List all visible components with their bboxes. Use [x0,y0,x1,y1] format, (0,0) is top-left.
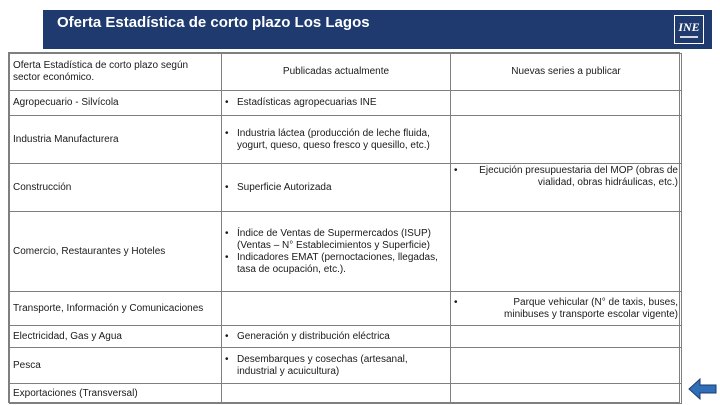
logo-text: INE [678,20,700,34]
new-series-cell [451,326,682,348]
new-series-cell [451,384,682,404]
arrow-left-icon[interactable] [688,377,718,401]
published-cell [222,292,451,326]
published-cell [222,384,451,404]
new-series-cell [451,292,682,326]
table-row [10,212,682,292]
header-sector: Oferta Estadística de corto plazo según sector económico. [10,54,222,91]
published-cell [222,326,451,348]
bullet-item: • Superficie Autorizada [225,181,332,193]
table-row [10,91,682,116]
table-row [10,326,682,348]
sector-cell: Comercio, Restaurantes y Hoteles [10,212,222,292]
table-header-row [10,54,682,91]
header-published: Publicadas actualmente [222,54,451,91]
bullet-item: • Ejecución presupuestaria del MOP (obras de vialidad, obras hidráulicas, etc.) [454,165,678,188]
new-series-cell [451,91,682,116]
sector-cell: Transporte, Información y Comunicaciones [10,292,222,326]
new-series-cell [451,348,682,384]
table-row [10,116,682,164]
page-title: Oferta Estadística de corto plazo Los Lagos [57,14,370,31]
published-cell [222,91,451,116]
published-cell [222,212,451,292]
bullet-item: • Industria láctea (producción de leche fluida, yogurt, queso, queso fresco y quesillo, etc.) [225,127,430,151]
bullet-item: • Índice de Ventas de Supermercados (ISUP) (Ventas – N° Establecimientos y Superficie) [225,227,431,251]
published-cell [222,164,451,212]
sector-cell: Industria Manufacturera [10,116,222,164]
ine-logo [674,15,704,44]
table-row [10,164,682,212]
table-row [10,348,682,384]
header-new-series: Nuevas series a publicar [451,54,682,91]
bullet-item: • Estadísticas agropecuarias INE [225,97,377,108]
published-cell [222,116,451,164]
published-cell [222,348,451,384]
sector-cell: Agropecuario - Silvícola [10,91,222,116]
statistics-table [8,52,680,403]
sector-cell: Pesca [10,348,222,384]
logo-underline [680,36,698,38]
bullet-item: • Indicadores EMAT (pernoctaciones, llegadas, tasa de ocupación, etc.). [225,251,438,275]
bullet-item: • Generación y distribución eléctrica [225,330,390,342]
table-row [10,384,682,404]
new-series-cell [451,212,682,292]
sector-cell: Electricidad, Gas y Agua [10,326,222,348]
bullet-item: • Desembarques y cosechas (artesanal, industrial y acuicultura) [225,353,408,377]
title-bar [43,10,712,49]
sector-cell: Construcción [10,164,222,212]
new-series-cell [451,116,682,164]
sector-cell: Exportaciones (Transversal) [10,384,222,404]
table-row [10,292,682,326]
bullet-item: • Parque vehicular (N° de taxis, buses, minibuses y transporte escolar vigente) [454,296,678,320]
new-series-cell [451,164,682,212]
